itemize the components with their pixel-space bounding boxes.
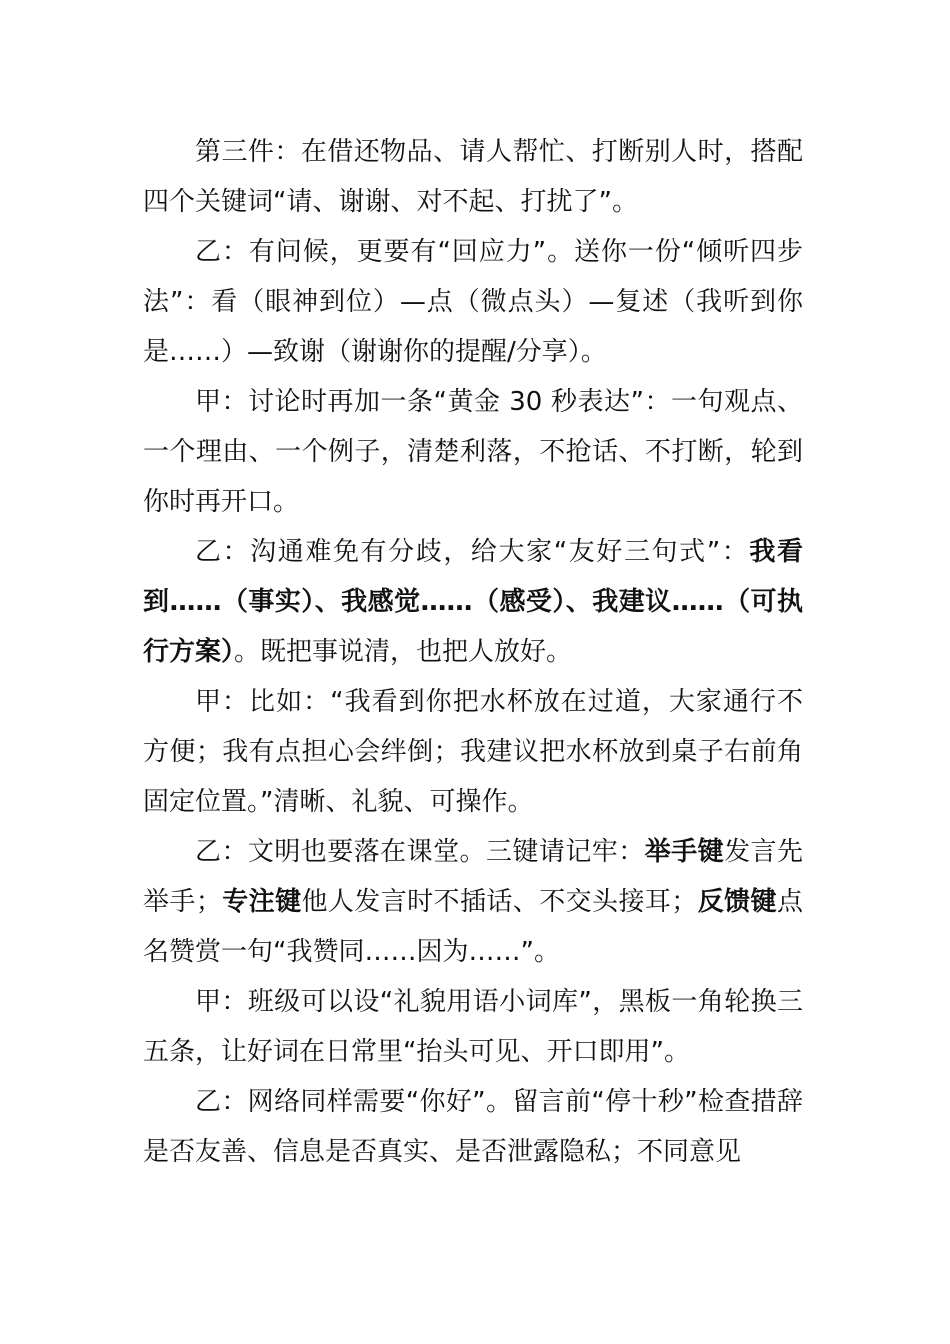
paragraph-text: 甲：讨论时再加一条“黄金 30 秒表达”：一句观点、一个理由、一个例子，清楚利落，不抢话、不打断，轮到你时再开口。	[143, 387, 803, 517]
paragraph-text: 点名赞赏一句“我赞同……因为……”。	[143, 887, 803, 967]
bold-keyword-raise-hand: 举手键	[644, 837, 725, 867]
paragraph-1	[143, 127, 803, 227]
paragraph-3	[143, 377, 803, 527]
document-body	[143, 127, 803, 1177]
paragraph-text: 甲：班级可以设“礼貌用语小词库”，黑板一角轮换三五条，让好词在日常里“抬头可见、开口即用”。	[143, 987, 803, 1067]
paragraph-6	[143, 827, 803, 977]
bold-keyword-feedback: 反馈键	[697, 887, 777, 917]
paragraph-5	[143, 677, 803, 827]
paragraph-text: 乙：文明也要落在课堂。三键请记牢：	[195, 837, 645, 867]
paragraph-8	[143, 1077, 803, 1177]
paragraph-text: 乙：沟通难免有分歧，给大家“友好三句式”：	[195, 537, 750, 567]
paragraph-2	[143, 227, 803, 377]
paragraph-7	[143, 977, 803, 1077]
paragraph-4	[143, 527, 803, 677]
bold-keyword-focus: 专注键	[221, 887, 302, 917]
paragraph-text: 发言先举手；	[143, 837, 803, 917]
bold-phrase-three-sentences: 我看到……（事实）、我感觉……（感受）、我建议……（可执行方案）	[143, 537, 803, 667]
paragraph-text: 甲：比如：“我看到你把水杯放在过道，大家通行不方便；我有点担心会绊倒；我建议把水杯放到桌子右前角固定位置。”清晰、礼貌、可操作。	[143, 687, 803, 817]
paragraph-text: 乙：有问候，更要有“回应力”。送你一份“倾听四步法”：看（眼神到位）—点（微点头）—复述（我听到你是……）—致谢（谢谢你的提醒/分享）。	[143, 237, 803, 367]
paragraph-text: 他人发言时不插话、不交头接耳；	[301, 887, 698, 917]
paragraph-text: 乙：网络同样需要“你好”。留言前“停十秒”检查措辞是否友善、信息是否真实、是否泄露隐私；不同意见	[143, 1087, 803, 1167]
paragraph-text: 第三件：在借还物品、请人帮忙、打断别人时，搭配四个关键词“请、谢谢、对不起、打扰了”。	[143, 137, 803, 217]
paragraph-text: 。既把事说清，也把人放好。	[234, 637, 573, 667]
